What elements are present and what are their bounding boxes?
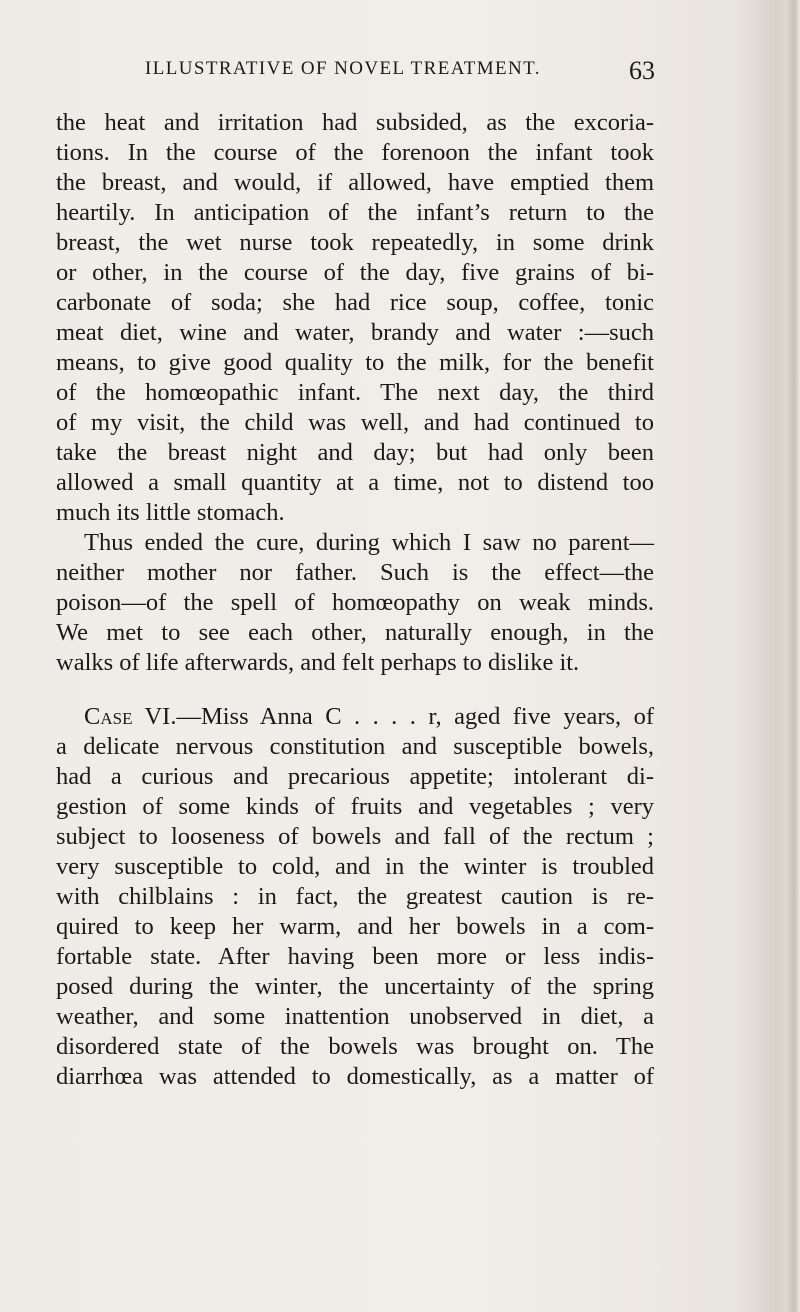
- text-line: poison—of the spell of homœopathy on weak minds.: [56, 589, 654, 616]
- text-line: subject to looseness of bowels and fall of the rectum ;: [56, 823, 654, 850]
- paragraph-spacer: [56, 678, 654, 702]
- page-number: 63: [629, 56, 655, 85]
- text-line: tions. In the course of the forenoon the infant took: [56, 139, 654, 166]
- text-line: quired to keep her warm, and her bowels in a com-: [56, 913, 654, 940]
- text-line: gestion of some kinds of fruits and vegetables ; very: [56, 793, 654, 820]
- text-line: or other, in the course of the day, five grains of bi-: [56, 259, 654, 286]
- text-line: meat diet, wine and water, brandy and water :—such: [56, 319, 654, 346]
- text-line: the heat and irritation had subsided, as the excoria-: [56, 109, 654, 136]
- text-line: allowed a small quantity at a time, not to distend too: [56, 469, 654, 496]
- text-line: of my visit, the child was well, and had continued to: [56, 409, 654, 436]
- running-head: [145, 58, 655, 94]
- text-line: Thus ended the cure, during which I saw no parent—: [84, 529, 654, 556]
- text-line: take the breast night and day; but had only been: [56, 439, 654, 466]
- text-line: of the homœopathic infant. The next day, the third: [56, 379, 654, 406]
- text-line: We met to see each other, naturally enough, in the: [56, 619, 654, 646]
- paragraph-3: [56, 702, 654, 1092]
- body-text: [56, 108, 654, 1092]
- text-line: weather, and some inattention unobserved in diet, a: [56, 1003, 654, 1030]
- paragraph-2: [56, 528, 654, 678]
- case-first-line-text: —Miss Anna C . . . . r, aged five years, of: [176, 703, 654, 730]
- text-line: carbonate of soda; she had rice soup, coffee, tonic: [56, 289, 654, 316]
- paragraph-1: [56, 108, 654, 528]
- text-line: had a curious and precarious appetite; intolerant di-: [56, 763, 654, 790]
- text-line: a delicate nervous constitution and susceptible bowels,: [56, 733, 654, 760]
- text-line: heartily. In anticipation of the infant’s return to the: [56, 199, 654, 226]
- text-line: with chilblains : in fact, the greatest caution is re-: [56, 883, 654, 910]
- page-edge-shadow: [786, 0, 800, 1312]
- text-line: means, to give good quality to the milk, for the benefit: [56, 349, 654, 376]
- text-line: walks of life afterwards, and felt perhaps to dislike it.: [56, 649, 580, 676]
- text-line: fortable state. After having been more or less indis-: [56, 943, 654, 970]
- text-line: much its little stomach.: [56, 499, 285, 526]
- text-line: posed during the winter, the uncertainty of the spring: [56, 973, 654, 1000]
- running-title: ILLUSTRATIVE OF NOVEL TREATMENT.: [145, 58, 541, 79]
- text-line: very susceptible to cold, and in the winter is troubled: [56, 853, 654, 880]
- case-heading-line: [56, 702, 654, 732]
- case-label: Case VI.: [84, 703, 177, 730]
- text-line: diarrhœa was attended to domestically, as a matter of: [56, 1063, 654, 1090]
- text-line: breast, the wet nurse took repeatedly, in some drink: [56, 229, 654, 256]
- text-line: the breast, and would, if allowed, have emptied them: [56, 169, 654, 196]
- text-line: disordered state of the bowels was brought on. The: [56, 1033, 654, 1060]
- text-line: neither mother nor father. Such is the effect—the: [56, 559, 654, 586]
